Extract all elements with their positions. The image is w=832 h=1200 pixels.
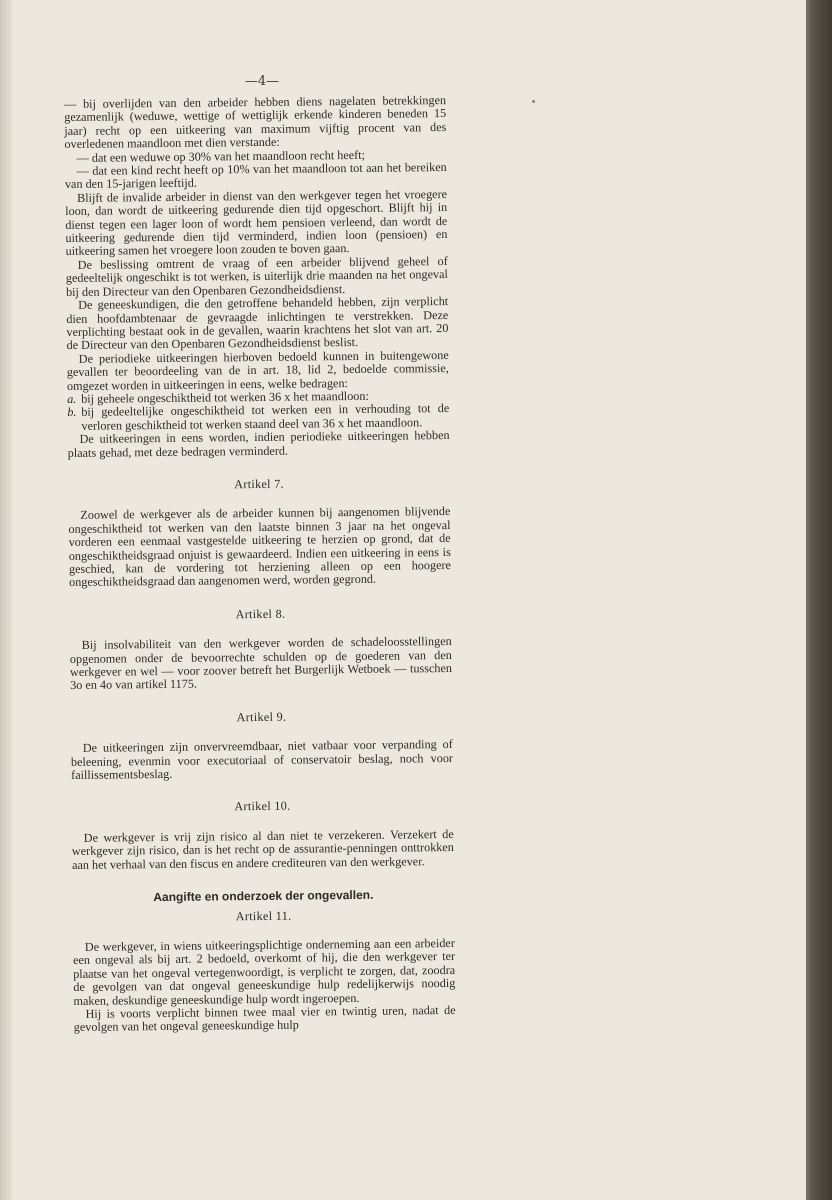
paragraph-physicians: De geneeskundigen, die den getroffene behandeld hebben, zijn verplicht dien hoofdambtenaar de gevraagde inlichtingen te verstrekken. Deze verplichting bestaat ook in de gevallen, waarin krachtens het slot van art. 20 de Directeur van den Openbaren Gezondheidsdienst beslist. [66, 294, 449, 353]
paragraph-article-9: De uitkeeringen zijn onvervreemdbaar, niet vatbaar voor verpanding of beleening, evenmin voor executoriaal of conservatoir beslag, noch voor faillissementsbeslag. [70, 737, 454, 783]
document-page [12, 0, 806, 1200]
paragraph-widow-share: — dat een weduwe op 30% van het maandloon recht heeft; [76, 147, 366, 165]
paragraph-lump-sum: De uitkeeringen in eens worden, indien periodieke uitkeeringen hebben plaats gehad, met deze bedragen verminderd. [67, 428, 450, 460]
list-item-text: bij geheele ongeschiktheid tot werken 36 x het maandloon: [81, 388, 369, 406]
paragraph-article-7: Zoowel de werkgever als de arbeider kunnen bij aangenomen blijvende ongeschiktheid tot werken van den laatste binnen 3 jaar na het ongeval vorderen een eenmaal vastgestelde uitkeering te herzien op grond, dat de ongeschiktheidsgraad onjuist is gewaardeerd. Indien een uitkeering in eens is geschied, kan de vordering tot herziening alleen op een hoogere ongeschiktheidsgraad dan aangenomen werd, worden gegrond. [68, 504, 451, 590]
paragraph-periodic-payments: De periodieke uitkeeringen hierboven bedoeld kunnen in buitengewone gevallen ter beoordeeling van de in art. 18, lid 2, bedoelde commissie, omgezet worden in uitkeeringen in eens, welke bedragen: [66, 347, 449, 393]
paragraph-child-share: — dat een kind recht heeft op 10% van het maandloon tot aan het bereiken van den 15-jarigen leeftijd. [64, 160, 447, 192]
paragraph-article-8: Bij insolvabiliteit van den werkgever worden de schadeloosstellingen opgenomen onder de bevoorrechte schulden op de goederen van den werkgever en wel — voor zoover betreft het Burgerlijk Wetboek — tusschen 3o en 4o van artikel 1175. [69, 634, 453, 693]
article-heading-9: Artikel 9. [236, 709, 287, 725]
article-heading-8: Artikel 8. [235, 606, 286, 622]
body-text [64, 94, 456, 1035]
article-heading-10: Artikel 10. [234, 799, 291, 814]
article-heading-11: Artikel 11. [235, 908, 292, 923]
scan-right-margin [806, 0, 832, 1200]
paragraph-survivors: — bij overlijden van den arbeider hebben diens nagelaten betrekkingen gezamenlijk (weduwe, wettige of wettiglijk erkende kinderen beneden 15 jaar) recht op een uitkeering van maximum vijftig procent van des overledenen maandloon met dien verstande: [63, 92, 447, 152]
paragraph-article-10: De werkgever is vrij zijn risico al dan niet te verzekeren. Verzekert de werkgever zijn risico, dan is het recht op de assurantie-penningen onttrokken aan het verhaal van den fiscus en andere crediteuren van den werkgever. [71, 826, 454, 872]
paragraph-decision: De beslissing omtrent de vraag of een arbeider blijvend geheel of gedeeltelijk ongeschikt is tot werken, is uiterlijk drie maanden na het ongeval bij den Directeur van den Openbaren Gezondheidsdienst. [65, 253, 448, 299]
scan-left-margin [0, 0, 12, 1200]
list-item-text: bij gedeeltelijke ongeschiktheid tot werken een in verhouding tot de verloren geschiktheid tot werken staand deel van 36 x het maandloon. [81, 401, 450, 433]
paragraph-article-11-continued: Hij is voorts verplicht binnen twee maal vier en twintig uren, nadat de gevolgen van het ongeval geneeskundige hulp [73, 1002, 456, 1035]
article-heading-7: Artikel 7. [234, 476, 284, 492]
scan-speck [532, 100, 535, 103]
page-number: —4— [244, 74, 280, 89]
paragraph-article-11: De werkgever, in wiens uitkeeringsplichtige onderneming aan een arbeider een ongeval als bij art. 2 bedoeld, overkomt of hij, die den werkgever ter plaatse van het ongeval vertegenwoordigt, is verplicht te zorgen, dat, zoodra de gevolgen van dat ongeval geneeskundige hulp redelijkerwijs noodig maken, deskundige geneeskundige hulp wordt ingeroepen. [72, 935, 456, 1008]
list-item-marker: a. [67, 391, 77, 406]
list-item-marker: b. [67, 405, 77, 420]
section-heading: Aangifte en onderzoek der ongevallen. [153, 887, 374, 905]
paragraph-continued-service: Blijft de invalide arbeider in dienst van den werkgever tegen het vroegere loon, dan wordt de uitkeering gedurende dien tijd opgeschort. Blijft hij in dienst tegen een lager loon of wordt hem pensioen verleend, dan wordt de uitkeering gedurende dien tijd verminderd, indien loon (pensioen) en uitkeering samen het vroegere loon zouden te boven gaan. [65, 186, 448, 259]
